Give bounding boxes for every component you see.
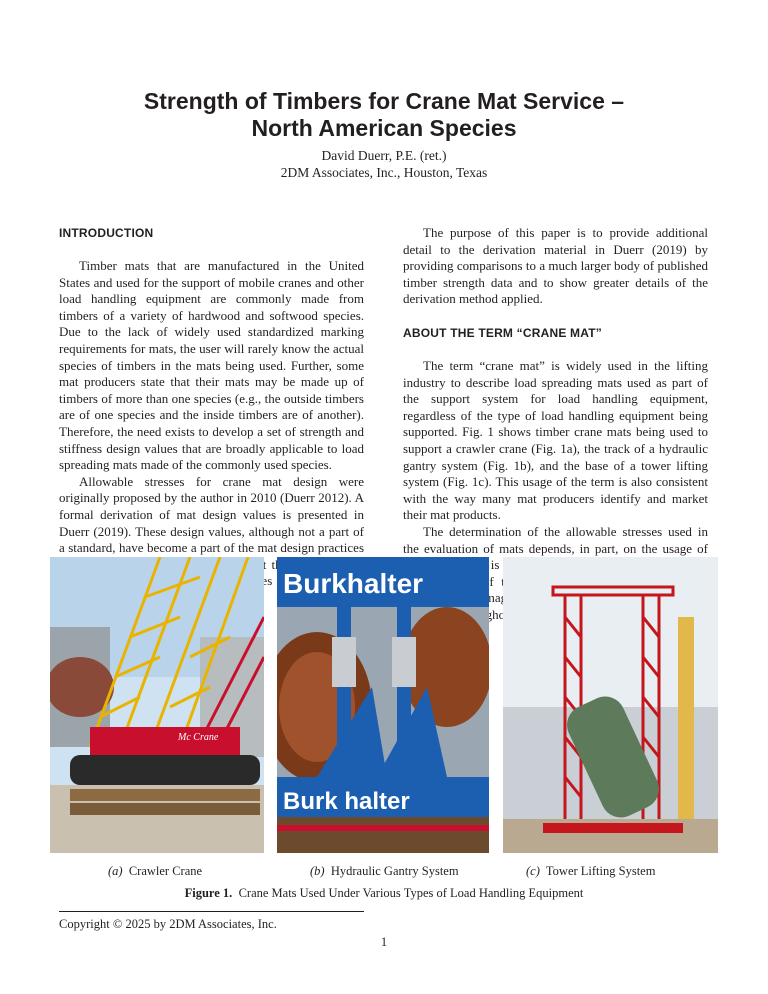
- photo-tower-lifting: [503, 557, 718, 853]
- purpose-paragraph: The purpose of this paper is to provide additional detail to the derivation material in Duerr (2019) by providing comparisons to a much larger body of published timber strength data and to show greater details of the derivation method applied.: [403, 225, 708, 307]
- title-line-2: North American Species: [251, 115, 517, 141]
- figure-label: Figure 1.: [184, 886, 233, 900]
- figure-caption: [0, 885, 768, 901]
- crane-mat-paragraph-1: The term “crane mat” is widely used in the lifting industry to describe load spreading mats used as part of the support system for load handling equipment, regardless of the type of load handling equipment being supported. Fig. 1 shows timber crane mats being used to support a crawler crane (Fig. 1a), the track of a hydraulic gantry system (Fig. 1b), and the base of a tower lifting system (Fig. 1c). This usage of the term is also consistent with the way many mat producers identify and market their mat products.: [403, 357, 708, 523]
- page-number: 1: [380, 935, 388, 949]
- figure-1-photos: [50, 557, 718, 853]
- left-column: [59, 225, 364, 606]
- intro-paragraph-1: Timber mats that are manufactured in the United States and used for the support of mobile cranes and other load handling equipment are commonly made from timbers of a variety of hardwood and softwood species. Due to the lack of widely used standardized marking requirements for mats, the user will rarely know the actual species of timbers in the mats being used. Further, some mat producers state that their mats may be made up of timbers of more than one species (e.g., the outside timbers are of one species and the inside timbers are of another). Therefore, the need exists to develop a set of strength and stiffness design values that are broadly applicable to load spreading mats made of the commonly used species.: [59, 258, 364, 473]
- crane-signage: Mc Crane: [178, 732, 219, 743]
- copyright-notice: Copyright © 2025 by 2DM Associates, Inc.: [59, 917, 277, 931]
- gantry-signage-bottom: Burk halter: [283, 788, 410, 815]
- author-affiliation: 2DM Associates, Inc., Houston, Texas: [280, 165, 488, 180]
- photo-hydraulic-gantry: [277, 557, 489, 853]
- section-heading-introduction: INTRODUCTION: [59, 226, 154, 240]
- subfigure-b-label: Hydraulic Gantry System: [330, 864, 459, 878]
- title-line-1: Strength of Timbers for Crane Mat Service –: [143, 88, 625, 114]
- subfigure-c-caption: [526, 863, 655, 879]
- footnote-rule: [59, 911, 364, 912]
- paper-title: [0, 88, 768, 142]
- photo-crawler-crane: [50, 557, 264, 853]
- section-heading-crane-mat: ABOUT THE TERM “CRANE MAT”: [403, 325, 602, 340]
- intro-paragraph-2: Allowable stresses for crane mat design were originally proposed by the author in 2010 (Duerr 2012). A formal derivation of mat design values is presented in Duerr (2019). These design values, although not a part of a standard, have become a part of the mat design practices: [59, 473, 364, 556]
- author-block: [0, 147, 768, 181]
- subfigure-b-tag: (b): [310, 864, 325, 878]
- crane-mat-paragraph-2: The determination of the allowable stresses used in the evaluation of mats depends, in part, on the usage of is: [403, 523, 708, 573]
- author-name: David Duerr, P.E. (ret.): [321, 148, 447, 163]
- subfigure-a-tag: (a): [108, 864, 123, 878]
- subfigure-b-caption: [310, 863, 459, 879]
- subfigure-c-tag: (c): [526, 864, 540, 878]
- gantry-signage-top: Burkhalter: [283, 568, 424, 599]
- subfigure-c-label: Tower Lifting System: [545, 864, 656, 878]
- subfigure-a-label: Crawler Crane: [128, 864, 203, 878]
- subfigure-a-caption: [108, 863, 202, 879]
- figure-caption-text: Crane Mats Used Under Various Types of Load Handling Equipment: [238, 886, 584, 900]
